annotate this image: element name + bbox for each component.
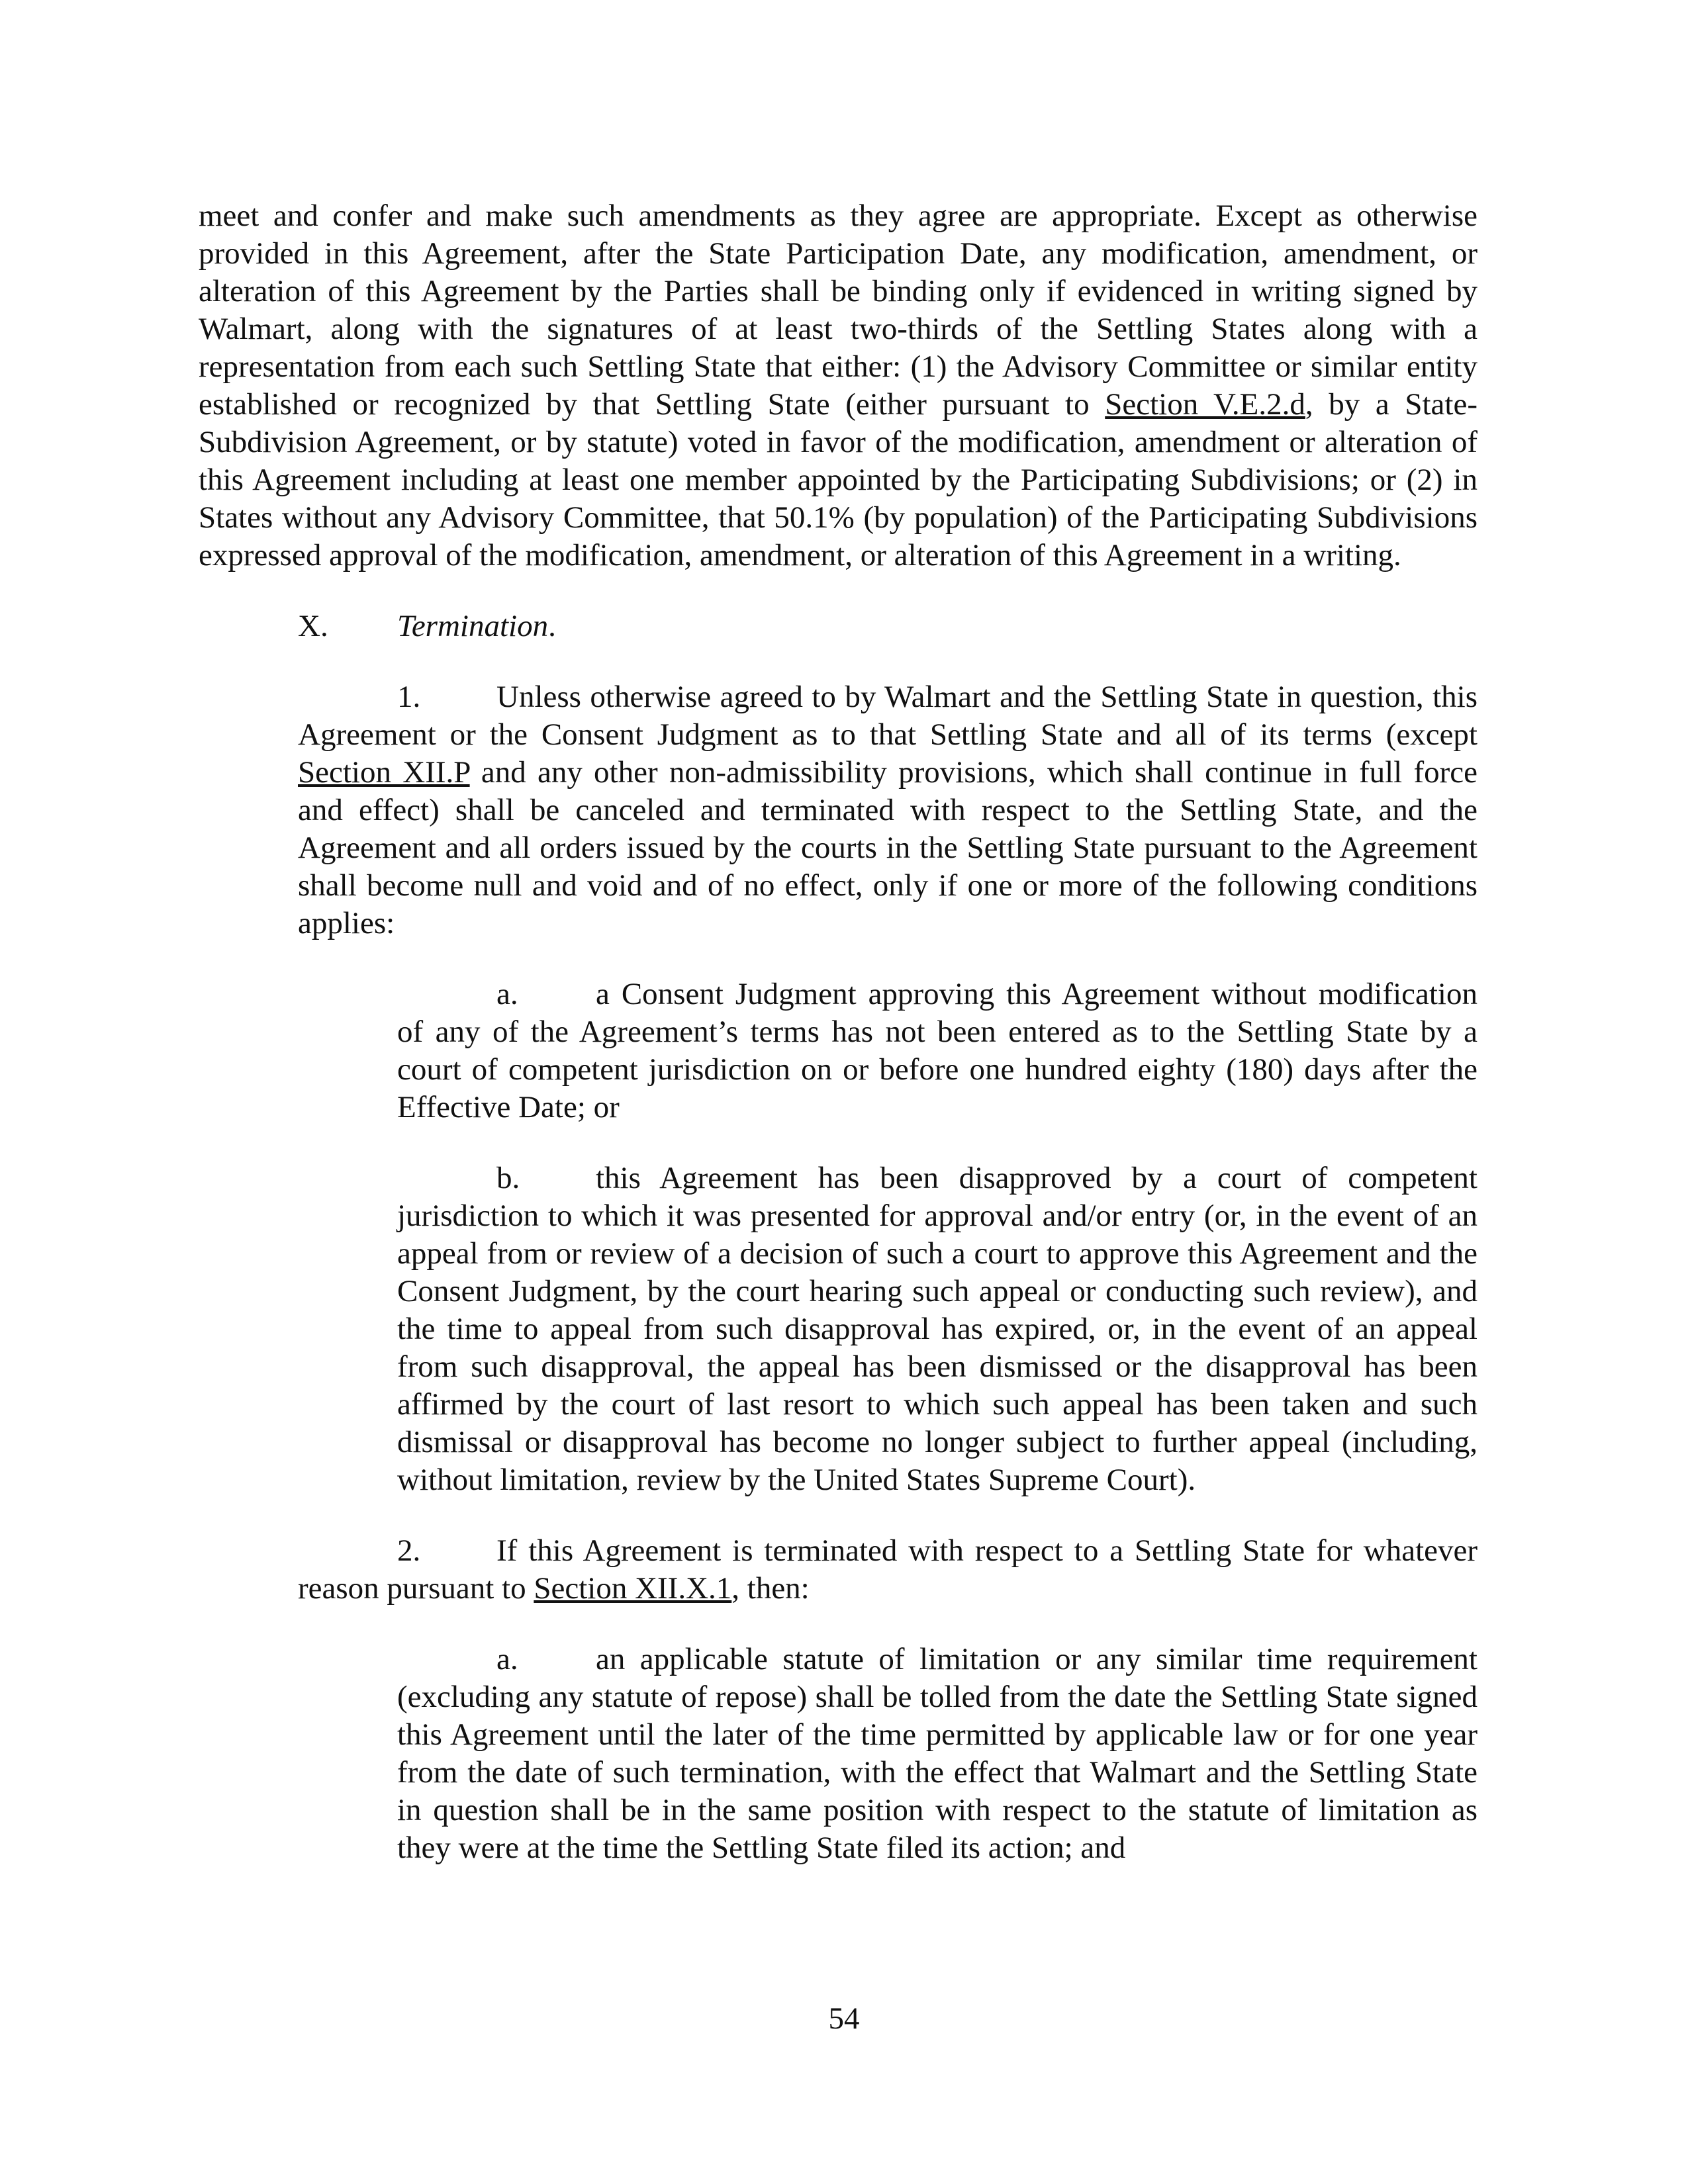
- document-body: [199, 197, 1477, 1867]
- section-number: X.: [298, 609, 328, 643]
- section-reference-link: Section V.E.2.d: [1105, 387, 1305, 422]
- section-heading-termination: X. Termination.: [199, 608, 1477, 645]
- paragraph-1b: b. this Agreement has been disapproved by a court of competent jurisdiction to which it was presented for approval and/or entry (or, in the event of an appeal from or review of a decision of such a court to approve this Agreement and the Consent Judgment, by the court hearing such appeal or conducting such review), and the time to appeal from such disapproval has expired, or, in the event of an appeal from such disapproval, the appeal has been dismissed or the disapproval has been affirmed by the court of last resort to which such appeal has been taken and such dismissal or disapproval has become no longer subject to further appeal (including, without limitation, review by the United States Supreme Court).: [397, 1161, 1477, 1497]
- page-number: 54: [828, 2001, 860, 2036]
- paragraph-2: 2. If this Agreement is terminated with respect to a Settling State for whatever reason pursuant to Section XII.X.1, then:: [298, 1533, 1477, 1606]
- section-reference-link: Section XII.P: [298, 755, 470, 790]
- paragraph-marker: a.: [496, 1642, 518, 1676]
- paragraph-marker: 2.: [397, 1533, 421, 1568]
- paragraph-1: 1. Unless otherwise agreed to by Walmart and the Settling State in question, this Agreement or the Consent Judgment as to that Settling State and all of its terms (except Section XII.P and any other non-admissibility provisions, which shall continue in full force and effect) shall be canceled and terminated with respect to the Settling State, and the Agreement and all orders issued by the courts in the Settling State pursuant to the Agreement shall become null and void and of no effect, only if one or more of the following conditions applies:: [298, 680, 1477, 940]
- paragraph-marker: 1.: [397, 680, 421, 714]
- section-reference-link: Section XII.X.1: [534, 1571, 732, 1606]
- section-title: Termination: [397, 609, 549, 643]
- paragraph-marker: b.: [496, 1161, 520, 1195]
- paragraph-amendments-continued: meet and confer and make such amendments as they agree are appropriate. Except as otherwise provided in this Agreement, after the State Participation Date, any modification, amendment, or alteration of this Agreement by the Parties shall be binding only if evidenced in writing signed by Walmart, along with the signatures of at least two-thirds of the Settling States along with a representation from each such Settling State that either: (1) the Advisory Committee or similar entity established or recognized by that Settling State (either pursuant to Section V.E.2.d, by a State-Subdivision Agreement, or by statute) voted in favor of the modification, amendment or alteration of this Agreement including at least one member appointed by the Participating Subdivisions; or (2) in States without any Advisory Committee, that 50.1% (by population) of the Participating Subdivisions expressed approval of the modification, amendment, or alteration of this Agreement in a writing.: [199, 199, 1477, 572]
- paragraph-2a: a. an applicable statute of limitation or any similar time requirement (excluding any statute of repose) shall be tolled from the date the Settling State signed this Agreement until the later of the time permitted by applicable law or for one year from the date of such termination, with the effect that Walmart and the Settling State in question shall be in the same position with respect to the statute of limitation as they were at the time the Settling State filed its action; and: [397, 1642, 1477, 1865]
- paragraph-marker: a.: [496, 977, 518, 1011]
- paragraph-1a: a. a Consent Judgment approving this Agreement without modification of any of the Agreement’s terms has not been entered as to the Settling State by a court of competent jurisdiction on or before one hundred eighty (180) days after the Effective Date; or: [397, 977, 1477, 1124]
